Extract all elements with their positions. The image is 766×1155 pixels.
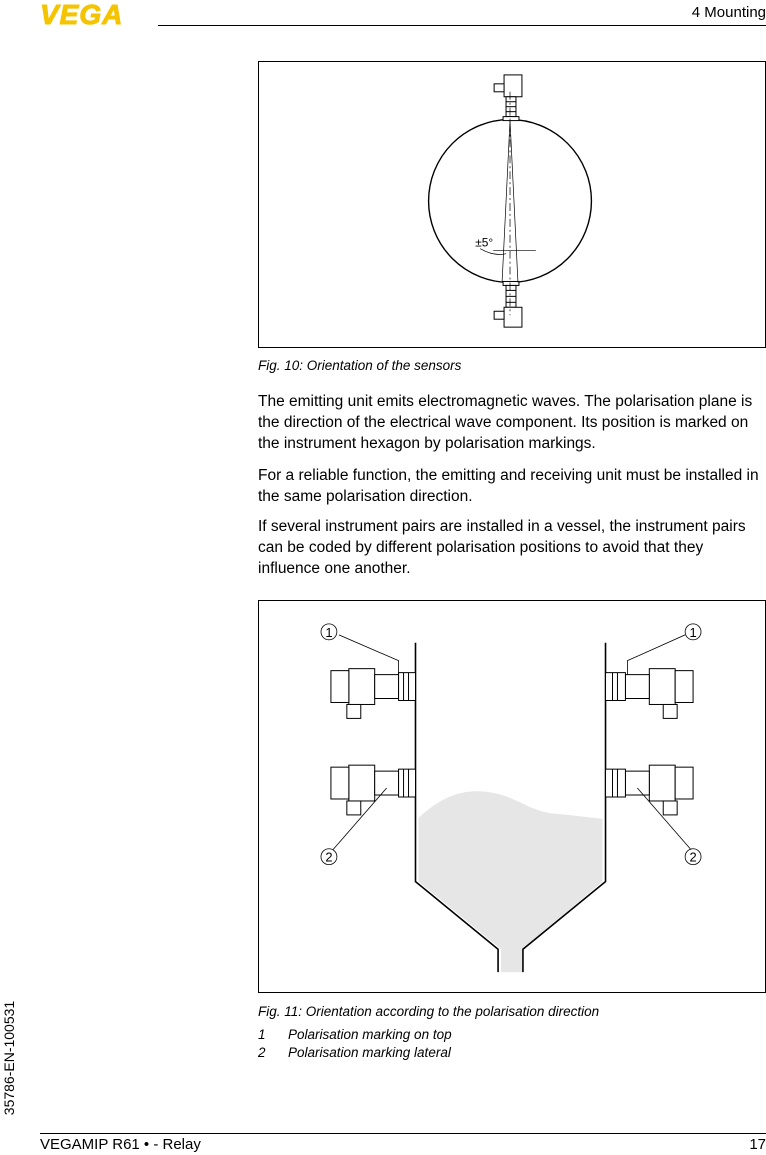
paragraph-installation: For a reliable function, the emitting and receiving unit must be installed in the same polarisation direction. [258,467,759,505]
legend-item-1 [258,1027,452,1042]
legend-item-2 [258,1045,451,1060]
angle-label: ±5° [475,235,494,250]
legend-number: 2 [258,1045,266,1060]
figure-11-polarisation-direction [258,600,766,993]
figure-10-sensor-orientation [258,61,766,348]
paragraph-polarisation: The emitting unit emits electromagnetic waves. The polarisation plane is the direction of the electrical wave component. Its position is marked on the instrument hexagon by polarisation markings. [258,393,753,452]
section-title: 4 Mounting [691,4,766,21]
legend-number: 1 [258,1027,266,1042]
legend-text: Polarisation marking lateral [288,1045,451,1060]
figure-10-caption: Fig. 10: Orientation of the sensors [258,358,462,373]
paragraph-coding: If several instrument pairs are installed in a vessel, the instrument pairs can be coded by different polarisation positions to avoid that they influence one another. [258,518,746,577]
figure-11-caption: Fig. 11: Orientation according to the polarisation direction [258,1004,600,1019]
document-title: VEGAMIP R61 • - Relay [40,1136,201,1153]
callout-1-right: 1 [689,624,697,640]
page-number: 17 [749,1136,766,1153]
callout-1-left: 1 [325,624,333,640]
svg-text:VEGA: VEGA [40,2,124,26]
callout-2-right: 2 [689,849,697,865]
callout-2-left: 2 [325,849,333,865]
footer-rule [40,1133,766,1134]
document-id: 35786-EN-100531 [1,1000,17,1116]
vega-logo [40,2,152,26]
header-rule [158,25,766,26]
legend-text: Polarisation marking on top [288,1027,452,1042]
